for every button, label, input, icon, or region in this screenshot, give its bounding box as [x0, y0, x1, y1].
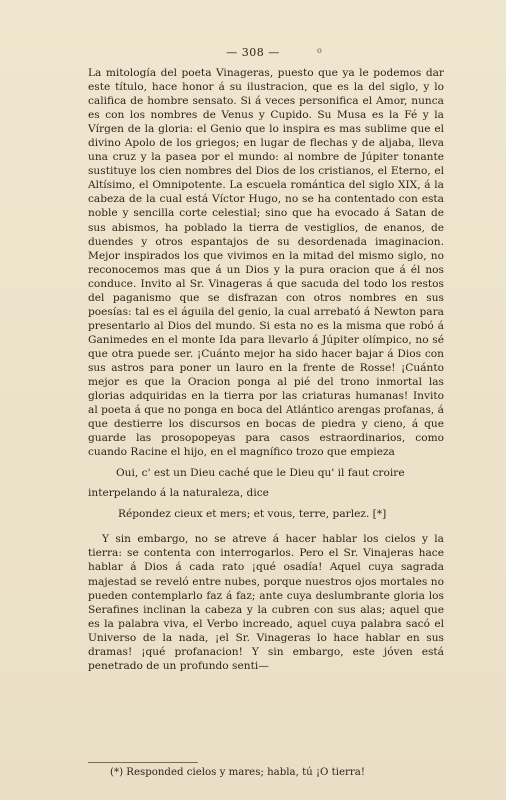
- footnote: (*) Responded cielos y mares; habla, tú ¡O tierra!: [110, 767, 365, 778]
- page-number: — 308 —: [226, 46, 280, 59]
- paragraph-2: Y sin embargo, no se atreve á hacer hablar los cielos y la tierra: se contenta con interrogarlos. Pero el Sr. Vinajeras hace hablar á Dios á cada rato ¡qué osadía! Aquel cuya sagrada majestad se reveló entre nubes, porque nuestros ojos mortales no pueden contemplarlo faz á faz; ante cuya deslumbrante gloria los Serafines inclinan la cabeza y la cubren con sus alas; aquel que es la palabra viva, el Verbo increado, aquel cuya palabra sacó el Universo de la nada, ¡el Sr. Vinageras lo hace hablar en sus dramas! ¡qué profanacion! Y sin embargo, este jóven está penetrado de un profundo senti—: [88, 533, 444, 672]
- quote-french-1: Oui, c' est un Dieu caché que le Dieu qu' il faut croire: [116, 467, 405, 480]
- interlude-line: interpelando á la naturaleza, dice: [88, 487, 269, 500]
- paragraph-1: La mitología del poeta Vinageras, puesto que ya le podemos dar este título, hace honor á su ilustracion, que es la del siglo, y lo califica de hombre sensato. Si á veces personifica el Amor, nunca es con los nombres de Venus y Cupido. Su Musa es la Fé y la Vírgen de la gloria: el Genio que lo inspira es mas sublime que el divino Apolo de los griegos; en lugar de flechas y de aljaba, lleva una cruz y la pasea por el mundo: al nombre de Júpiter tonante sustituye los cien nombres del Dios de los cristianos, el Eterno, el Altísimo, el Omnipotente. La escuela romántica del siglo XIX, á la cabeza de la cual está Víctor Hugo, no se ha contentado con esta noble y sencilla corte celestial; sino que ha evocado á Satan de sus abismos, ha poblado la tierra de vestiglios, de enanos, de duendes y otros espantajos de su desordenada imaginacion. Mejor inspirados los que vivimos en la mitad del mismo siglo, no reconocemos mas que á un Dios y la pura oracion que á él nos conduce. Invito al Sr. Vinageras á que sacuda del todo los restos del paganismo que se disfrazan con otros nombres en sus poesías: tal es el águila del genio, la cual arrebató á Newton para presentarlo al Dios del mundo. Si esta no es la misma que robó á Ganimedes en el monte Ida para llevarlo á Júpiter olímpico, no sé que otra puede ser. ¡Cuánto mejor ha sido hacer bajar á Dios con sus astros para poner un lauro en la frente de Rosse! ¡Cuánto mejor es que la Oracion ponga al pié del trono inmortal las glorias adquiridas en la tierra por las criaturas humanas! Invito al poeta á que no ponga en boca del Atlántico arengas profanas, á que destierre los discursos en bocas de piedra y cieno, á que guarde las prosopopeyas para casos estraordinarios, como cuando Racine el hijo, en el magnífico trozo que empieza: [88, 67, 444, 459]
- footnote-rule: [88, 762, 198, 763]
- quote-french-2: Répondez cieux et mers; et vous, terre, parlez. [*]: [118, 508, 387, 521]
- page-body: [88, 66, 444, 673]
- ink-spot: o: [317, 46, 322, 55]
